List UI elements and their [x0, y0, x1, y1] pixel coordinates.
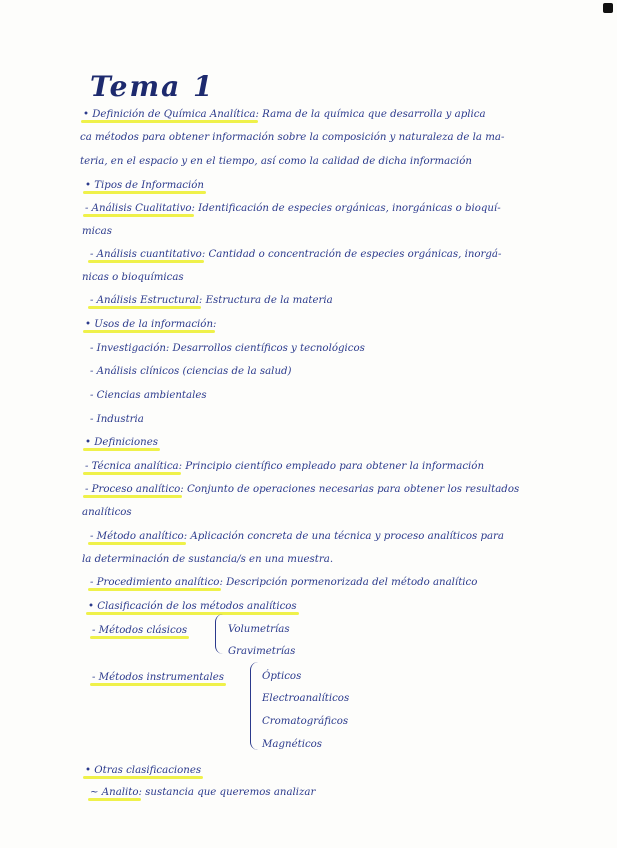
heading-otras: • Otras clasificaciones — [85, 765, 202, 776]
line-opticos: Ópticos — [262, 671, 302, 682]
line-clasificacion — [88, 600, 297, 613]
line-gravimetrias: Gravimetrías — [228, 646, 296, 657]
line-cromatograficos: Cromatográficos — [262, 716, 349, 727]
brace-clasicos — [215, 614, 226, 654]
line-clasicos: - Métodos clásicos — [92, 625, 188, 636]
line-definiciones — [85, 436, 158, 449]
line-tecnica: - Técnica analítica: Principio científico empleado para obtener la información — [85, 461, 485, 472]
line-cualitativo: - Análisis Cualitativo: Identificación de especies orgánicas, inorgánicas o bioquí- — [85, 203, 501, 214]
line-tipos — [85, 179, 204, 192]
line-proceso-2: analíticos — [82, 507, 132, 518]
heading-usos: • Usos de la información — [85, 319, 214, 330]
line-analito: ~ Analito: sustancia que queremos analizar — [90, 787, 316, 798]
line-definicion-2: ca métodos para obtener información sobre la composición y naturaleza de la ma- — [80, 132, 505, 143]
corner-mark — [603, 3, 613, 13]
line-otras — [85, 764, 201, 777]
heading-tipos: • Tipos de Información — [85, 180, 204, 191]
line-investigacion: - Investigación: Desarrollos científicos y tecnológicos — [90, 343, 365, 354]
page-title: Tema 1 — [90, 70, 215, 103]
line-industria: - Industria — [90, 414, 144, 425]
line-instrumentales: - Métodos instrumentales — [92, 672, 224, 683]
line-usos: • Usos de la información: — [85, 319, 217, 330]
heading-definicion: • Definición de Química Analítica — [83, 109, 256, 120]
line-proceso: - Proceso analítico: Conjunto de operaciones necesarias para obtener los resultados — [85, 484, 520, 495]
line-cuantitativo: - Análisis cuantitativo: Cantidad o concentración de especies orgánicas, inorgá- — [90, 249, 502, 260]
line-definicion-3: teria, en el espacio y en el tiempo, así como la calidad de dicha información — [80, 156, 472, 167]
line-cualitativo-2: micas — [82, 226, 112, 237]
line-magneticos: Magnéticos — [262, 739, 323, 750]
line-ambientales: - Ciencias ambientales — [90, 390, 207, 401]
line-clinicos: - Análisis clínicos (ciencias de la salud) — [90, 366, 292, 377]
line-estructural: - Análisis Estructural: Estructura de la materia — [90, 295, 333, 306]
line-cuantitativo-2: nicas o bioquímicas — [82, 272, 184, 283]
line-procedimiento: - Procedimiento analítico: Descripción pormenorizada del método analítico — [90, 577, 478, 588]
line-definicion: • Definición de Química Analítica: Rama de la química que desarrolla y aplica — [83, 109, 486, 120]
line-metodo-2: la determinación de sustancia/s en una muestra. — [82, 554, 334, 565]
line-volumetrias: Volumetrías — [228, 624, 290, 635]
line-electroanaliticos: Electroanalíticos — [262, 693, 350, 704]
brace-instrumentales — [250, 662, 261, 750]
line-metodo: - Método analítico: Aplicación concreta de una técnica y proceso analíticos para — [90, 531, 505, 542]
heading-clasificacion: • Clasificación de los métodos analíticos — [88, 601, 297, 612]
heading-definiciones: • Definiciones — [85, 437, 158, 448]
